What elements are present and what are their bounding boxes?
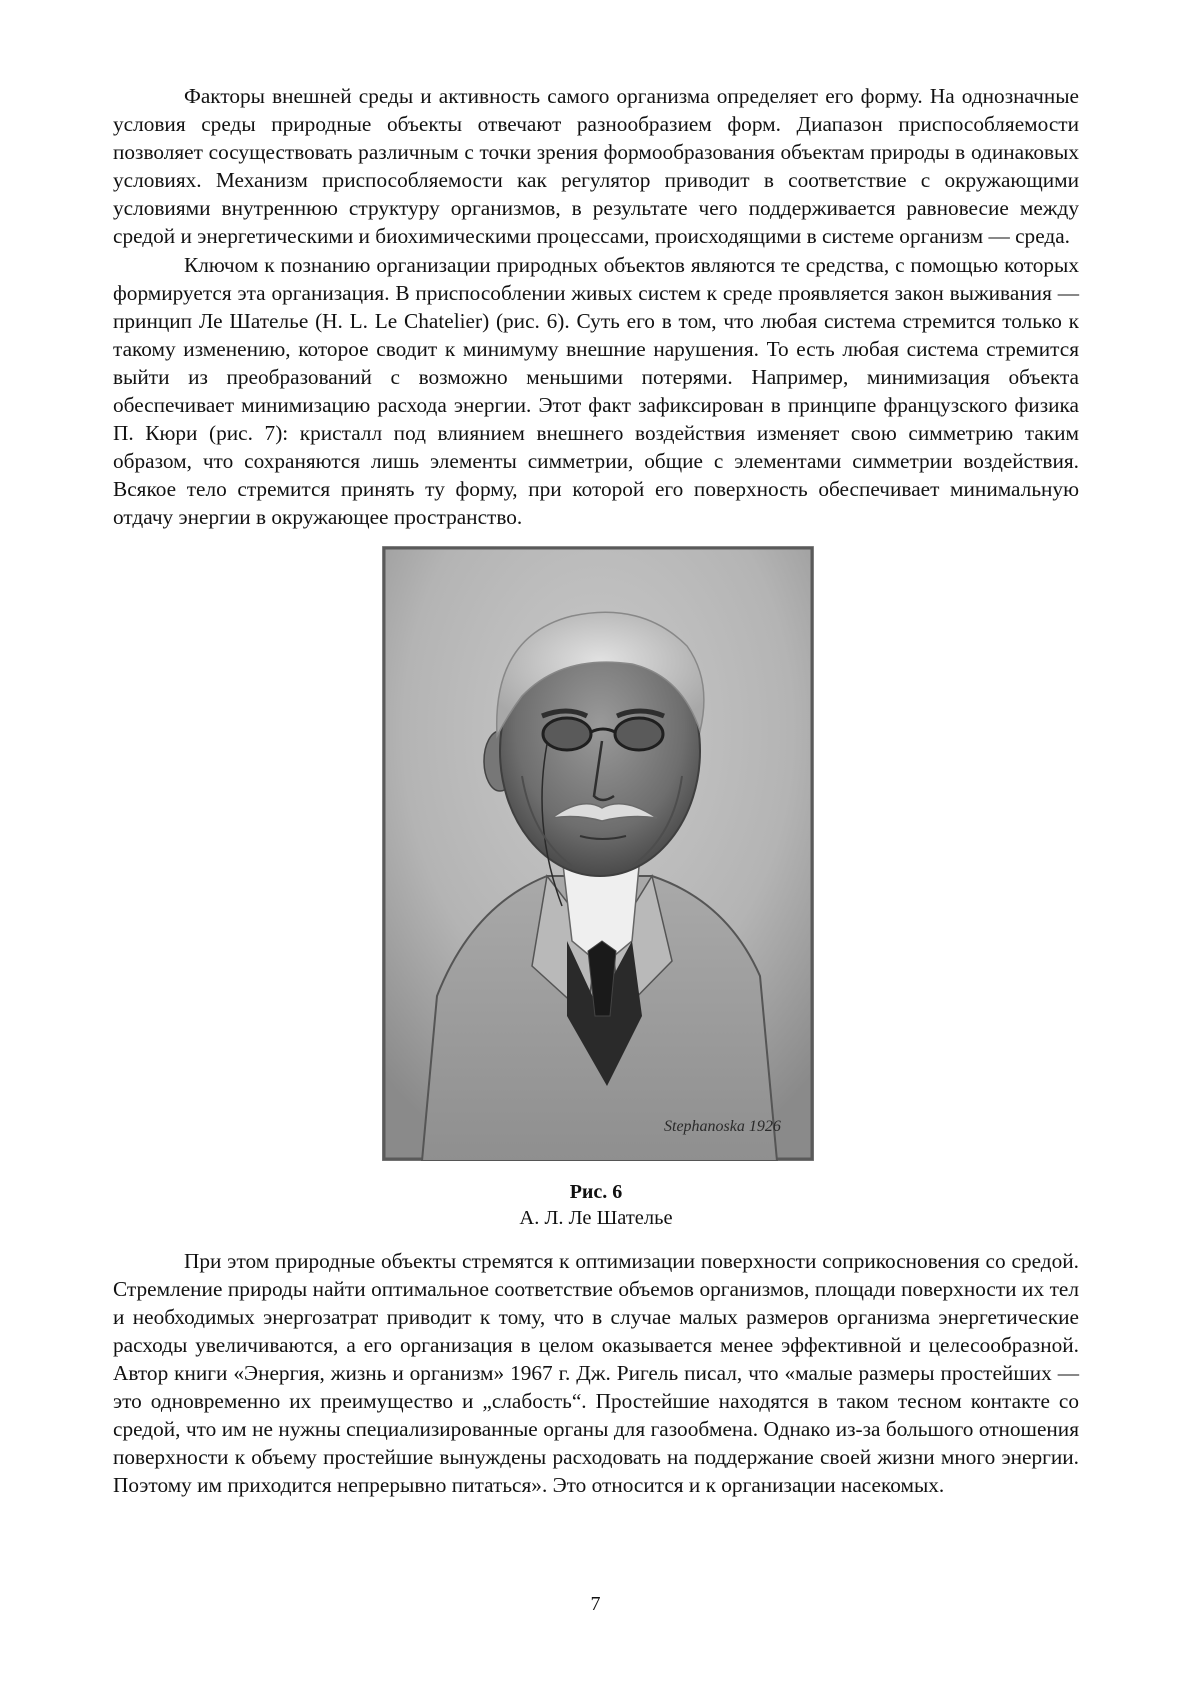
portrait-image (382, 546, 814, 1161)
page-number: 7 (590, 1593, 601, 1615)
paragraph-body-2: Ключом к познанию организации природных объектов являются те средства, с помощью которых формируется эта организация. В приспособлении живых систем к среде проявляется закон выживания — принцип Ле Шателье (H. L. Le Chatelier) (рис. 6). Суть его в том, что любая система стремится только к такому изменению, которое сводит к минимуму внешние нарушения. То есть любая система стремится выйти из преобразований с возможно меньшими потерями. Например, минимизация объекта обеспечивает минимизацию расхода энергии. Этот факт зафиксирован в принципе французского физика П. Кюри (рис. 7): кристалл под влиянием внешнего воздействия изменяет свою симметрию таким образом, что сохраняются лишь элементы симметрии, общие с элементами симметрии воздействия. Всякое тело стремится принять ту форму, при которой его поверхность обеспечивает минимальную отдачу энергии в окружающее пространство. (113, 252, 1079, 530)
figure-6 (113, 546, 1079, 1232)
page-content (113, 82, 1079, 1499)
figure-caption: А. Л. Ле Шателье (519, 1206, 673, 1229)
paragraph-body-1: Факторы внешней среды и активность самого организма определяет его форму. На однозначные условия среды природные объекты отвечают разнообразием форм. Диапазон приспособляемости позволяет сосуществовать различным с точки зрения формообразования объектам природы в одинаковых условиях. Механизм приспособляемости как регулятор приводит в соответствие с окружающими условиями внутреннюю структуру организмов, в результате чего поддерживается равновесие между средой и энергетическими и биохимическими процессами, происходящими в системе организм — среда. (113, 84, 1079, 249)
artist-signature: Stephanoska 1926 (664, 1117, 781, 1135)
figure-label: Рис. 6 (569, 1180, 623, 1203)
paragraph-body-3: При этом природные объекты стремятся к оптимизации поверхности соприкосновения со средой. Стремление природы найти оптимальное соответствие объемов организмов, площади поверхности их тел и необходимых энергозатрат приводит к тому, что в случае малых размеров организма энергетические расходы увеличиваются, а его организация в целом оказывается менее эффективной и целесообразной. Автор книги «Энергия, жизнь и организм» 1967 г. Дж. Ригель писал, что «малые размеры простейших — это одновременно их преимущество и „слабость“. Простейшие находятся в таком тесном контакте со средой, что им не нужны специализированные органы для газообмена. Однако из-за большого отношения поверхности к объему простейшие вынуждены расходовать на поддержание своей жизни много энергии. Поэтому им приходится непрерывно питаться». Это относится и к организации насекомых. (113, 1248, 1079, 1498)
